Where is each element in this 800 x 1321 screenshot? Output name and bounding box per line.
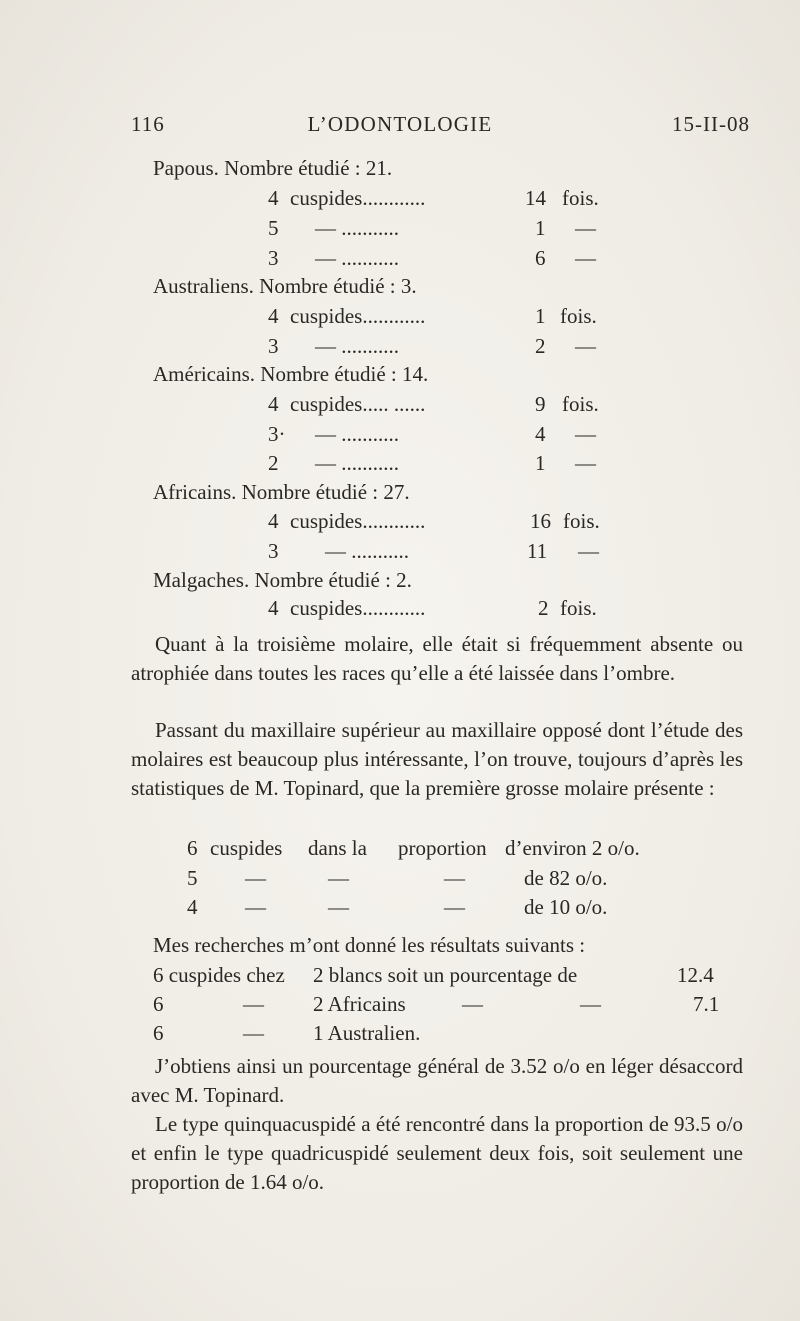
prop-col-b: cuspides xyxy=(210,836,283,860)
row-unit: — xyxy=(575,451,596,475)
paragraph-general-pct: J’obtiens ainsi un pourcentage général de 3.52 o/o en léger désaccord avec M. Topinard. xyxy=(131,1054,743,1107)
row-count: 4 xyxy=(535,422,546,446)
row-n: 4 xyxy=(268,509,279,533)
prop-col-c: — xyxy=(328,895,349,919)
prop-col-b: — xyxy=(245,866,266,890)
prop-col-d: — xyxy=(444,895,465,919)
row-count: 2 xyxy=(538,596,549,620)
result-dash: — xyxy=(580,992,601,1016)
result-dash: — xyxy=(243,992,264,1016)
row-count: 6 xyxy=(535,246,546,270)
paragraph-third-molar: Quant à la troisième molaire, elle était si fréquemment absente ou atrophiée dans toutes les races qu’elle a été laissée dans l’ombre. xyxy=(131,632,743,685)
group-heading: Malgaches. Nombre étudié : 2. xyxy=(153,568,412,592)
row-label: — ........... xyxy=(315,216,399,240)
row-count: 1 xyxy=(535,304,546,328)
paragraph-lower-jaw: Passant du maxillaire supérieur au maxillaire opposé dont l’étude des molaires est beaucoup plus intéressante, l’on trouve, toujours d’après les statistiques de M. Topinard, que la première grosse molaire présente : xyxy=(131,718,743,800)
row-count: 16 xyxy=(530,509,551,533)
row-unit: fois. xyxy=(560,596,597,620)
prop-col-d: proportion xyxy=(398,836,487,860)
page-number: 116 xyxy=(131,112,165,136)
row-label: — ........... xyxy=(315,246,399,270)
result-col-a: 6 xyxy=(153,992,164,1016)
prop-col-e: de 10 o/o. xyxy=(524,895,608,919)
row-n: 4 xyxy=(268,186,279,210)
row-count: 2 xyxy=(535,334,546,358)
prop-count: 4 xyxy=(187,895,198,919)
result-col-b: 1 Australien. xyxy=(313,1021,421,1045)
row-count: 14 xyxy=(525,186,546,210)
row-unit: fois. xyxy=(560,304,597,328)
row-label: — ........... xyxy=(315,451,399,475)
row-n: 3· xyxy=(268,422,286,446)
row-unit: fois. xyxy=(563,509,600,533)
row-count: 11 xyxy=(527,539,548,563)
paragraph-types: Le type quinquacuspidé a été rencontré dans la proportion de 93.5 o/o et enfin le type quadricuspidé seulement deux fois, soit seulement une proportion de 1.64 o/o. xyxy=(131,1112,743,1194)
row-label: cuspides..... ...... xyxy=(290,392,426,416)
running-title: L’ODONTOLOGIE xyxy=(307,112,493,136)
prop-col-d: — xyxy=(444,866,465,890)
result-col-b: 2 blancs soit un pourcentage de xyxy=(313,963,578,987)
prop-col-c: dans la xyxy=(308,836,367,860)
issue-date: 15-II-08 xyxy=(672,112,750,136)
prop-col-e: d’environ 2 o/o. xyxy=(505,836,640,860)
row-n: 3 xyxy=(268,246,279,270)
row-n: 4 xyxy=(268,596,279,620)
row-label: cuspides............ xyxy=(290,509,426,533)
row-n: 4 xyxy=(268,304,279,328)
group-heading: Américains. Nombre étudié : 14. xyxy=(153,362,429,386)
row-label: cuspides............ xyxy=(290,304,426,328)
result-pct: 12.4 xyxy=(677,963,714,987)
row-n: 5 xyxy=(268,216,279,240)
group-heading: Papous. Nombre étudié : 21. xyxy=(153,156,393,180)
row-label: — ........... xyxy=(325,539,409,563)
row-label: — ........... xyxy=(315,334,399,358)
row-label: — ........... xyxy=(315,422,399,446)
result-col-b: 2 Africains xyxy=(313,992,406,1016)
row-label: cuspides............ xyxy=(290,186,426,210)
prop-count: 6 xyxy=(187,836,198,860)
row-n: 3 xyxy=(268,539,279,563)
prop-col-c: — xyxy=(328,866,349,890)
result-pct: 7.1 xyxy=(693,992,720,1016)
row-count: 9 xyxy=(535,392,546,416)
row-count: 1 xyxy=(535,451,546,475)
group-heading: Africains. Nombre étudié : 27. xyxy=(153,480,410,504)
results-intro: Mes recherches m’ont donné les résultats suivants : xyxy=(153,933,586,957)
row-n: 2 xyxy=(268,451,279,475)
row-unit: — xyxy=(575,334,596,358)
row-unit: — xyxy=(575,422,596,446)
row-unit: fois. xyxy=(562,392,599,416)
row-n: 4 xyxy=(268,392,279,416)
row-count: 1 xyxy=(535,216,546,240)
prop-col-b: — xyxy=(245,895,266,919)
result-dash: — xyxy=(462,992,483,1016)
result-col-a: 6 xyxy=(153,1021,164,1045)
row-unit: — xyxy=(575,216,596,240)
row-unit: — xyxy=(575,246,596,270)
prop-col-e: de 82 o/o. xyxy=(524,866,608,890)
row-n: 3 xyxy=(268,334,279,358)
result-col-a: 6 cuspides chez xyxy=(153,963,285,987)
prop-count: 5 xyxy=(187,866,198,890)
row-label: cuspides............ xyxy=(290,596,426,620)
group-heading: Australiens. Nombre étudié : 3. xyxy=(153,274,417,298)
result-dash: — xyxy=(243,1021,264,1045)
row-unit: fois. xyxy=(562,186,599,210)
row-unit: — xyxy=(578,539,599,563)
